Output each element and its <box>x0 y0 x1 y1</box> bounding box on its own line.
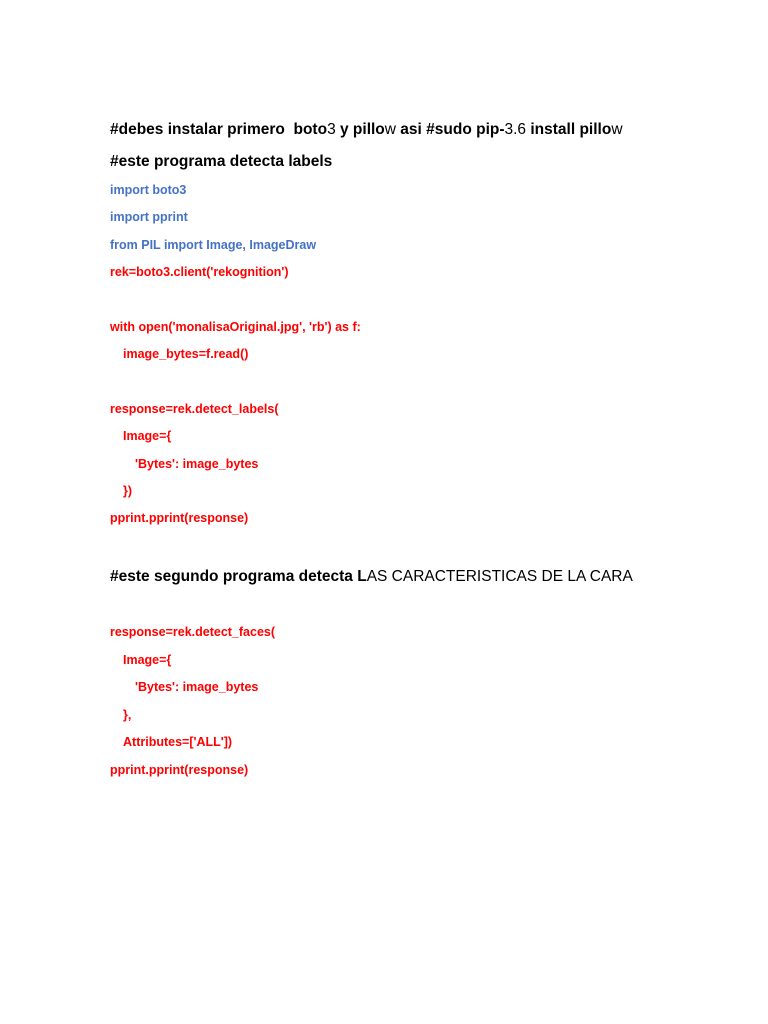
code-line-pprint: pprint.pprint(response) <box>110 763 249 777</box>
heading-text-part: y pillo <box>335 121 385 138</box>
code-line-detect-faces-call: response=rek.detect_faces( <box>110 625 276 639</box>
heading-detect-labels: #este programa detecta labels <box>110 153 333 170</box>
heading-text-part: install pillo <box>526 121 612 138</box>
heading-text-part: #este segundo programa detecta L <box>110 568 367 585</box>
code-line-image-arg: Image={ <box>123 429 172 443</box>
code-line-import-pil: from PIL import Image, ImageDraw <box>110 238 317 252</box>
code-line-image-arg: Image={ <box>123 653 172 667</box>
heading-text-part: 3.6 <box>504 121 527 138</box>
heading-text-part: asi #sudo pip- <box>395 121 505 138</box>
heading-detect-faces <box>110 569 633 585</box>
code-line-attributes-arg: Attributes=['ALL']) <box>123 735 233 749</box>
code-line-pprint: pprint.pprint(response) <box>110 511 249 525</box>
code-line-rek-client: rek=boto3.client('rekognition') <box>110 265 289 279</box>
code-line-close-dict: }, <box>123 708 132 722</box>
heading-text-part: AS CARACTERISTICAS DE LA CARA <box>366 568 633 585</box>
code-line-detect-labels-call: response=rek.detect_labels( <box>110 402 279 416</box>
heading-install-instructions <box>110 122 623 138</box>
code-line-bytes-arg: 'Bytes': image_bytes <box>135 680 259 694</box>
heading-text-part: w <box>611 121 623 138</box>
code-line-with-open: with open('monalisaOriginal.jpg', 'rb') as f: <box>110 320 361 334</box>
code-line-bytes-arg: 'Bytes': image_bytes <box>135 457 259 471</box>
heading-text-part: 3 <box>327 121 336 138</box>
heading-text-part: w <box>384 121 396 138</box>
code-line-close-call: }) <box>123 484 133 498</box>
heading-text-part: #debes instalar primero boto <box>110 121 328 138</box>
code-line-import-boto3: import boto3 <box>110 183 187 197</box>
code-line-image-bytes-read: image_bytes=f.read() <box>123 347 249 361</box>
code-line-import-pprint: import pprint <box>110 210 188 224</box>
